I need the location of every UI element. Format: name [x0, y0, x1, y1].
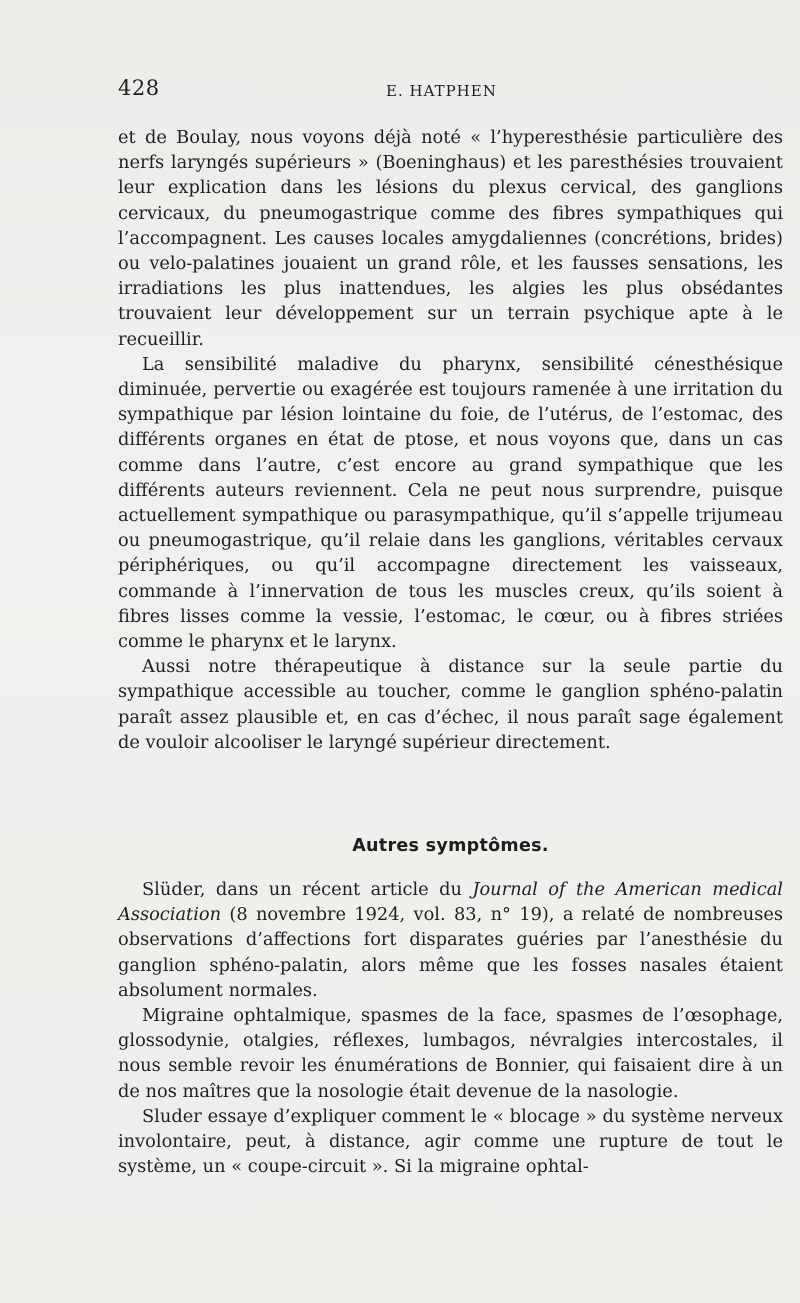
paragraph: Sluder essaye d’expliquer comment le « blocage » du système nerveux involontaire, peut, à distance, agir comme une rupture de tout le système, un « coupe-circuit ». Si la migraine ophtal-: [118, 1105, 783, 1178]
page-header: [118, 76, 783, 110]
body-text-top: [118, 125, 783, 755]
text-segment: (8 novembre 1924, vol. 83, n° 19), a relaté de nombreuses observations d’affections fort disparates guéries par l’anesthésie du ganglion sphéno-palatin, alors même que les fosses nasales étaient absolument normales.: [118, 904, 783, 1001]
paragraph: et de Boulay, nous voyons déjà noté « l’hyperesthésie particulière des nerfs laryngés supérieurs » (Boeninghaus) et les paresthésies trouvaient leur explication dans les lésions du plexus cervical, des ganglions cervicaux, du pneumogastrique comme des fibres sympathiques qui l’accompagnent. Les causes locales amygdaliennes (concrétions, brides) ou velo-palatines jouaient un grand rôle, et les fausses sensations, les irradiations les plus inattendues, les algies les plus obsédantes trouvaient leur développement sur un terrain psychique apte à le recueillir.: [118, 127, 783, 350]
text-segment: Slüder, dans un récent article du: [142, 879, 473, 900]
section-title: Autres symptômes.: [352, 836, 549, 856]
paragraph: La sensibilité maladive du pharynx, sensibilité cénesthésique diminuée, pervertie ou exagérée est toujours ramenée à une irritation du sympathique par lésion lointaine du foie, de l’utérus, de l’estomac, des différents organes en état de ptose, et nous voyons que, dans un cas comme dans l’autre, c’est encore au grand sympathique que les différents auteurs reviennent. Cela ne peut nous surprendre, puisque actuellement sympathique ou parasympathique, qu’il s’appelle trijumeau ou pneumogastrique, qu’il relaie dans les ganglions, véritables cervaux périphériques, ou qu’il accompagne directement les vaisseaux, commande à l’innervation de tous les muscles creux, qu’ils soient à fibres lisses comme la vessie, l’estomac, le cœur, ou à fibres striées comme le pharynx et le larynx.: [118, 353, 783, 653]
journal-title: Journal of the American medical Association: [118, 879, 783, 926]
paragraph-sluder: [118, 877, 783, 1003]
paragraph: Aussi notre thérapeutique à distance sur la seule partie du sympathique accessible au toucher, comme le ganglion sphéno-palatin paraît assez plausible et, en cas d’échec, il nous paraît sage également de vouloir alcooliser le laryngé supérieur directement.: [118, 656, 783, 753]
body-text-bottom: [118, 877, 783, 1179]
page-number: 428: [118, 76, 160, 100]
running-head: E. HATPHEN: [386, 82, 497, 100]
paragraph: Migraine ophtalmique, spasmes de la face, spasmes de l’œsophage, glossodynie, otalgies, réflexes, lumbagos, névralgies intercostales, il nous semble revoir les énumérations de Bonnier, qui faisaient dire à un de nos maîtres que la nosologie était devenue de la nasologie.: [118, 1005, 783, 1102]
